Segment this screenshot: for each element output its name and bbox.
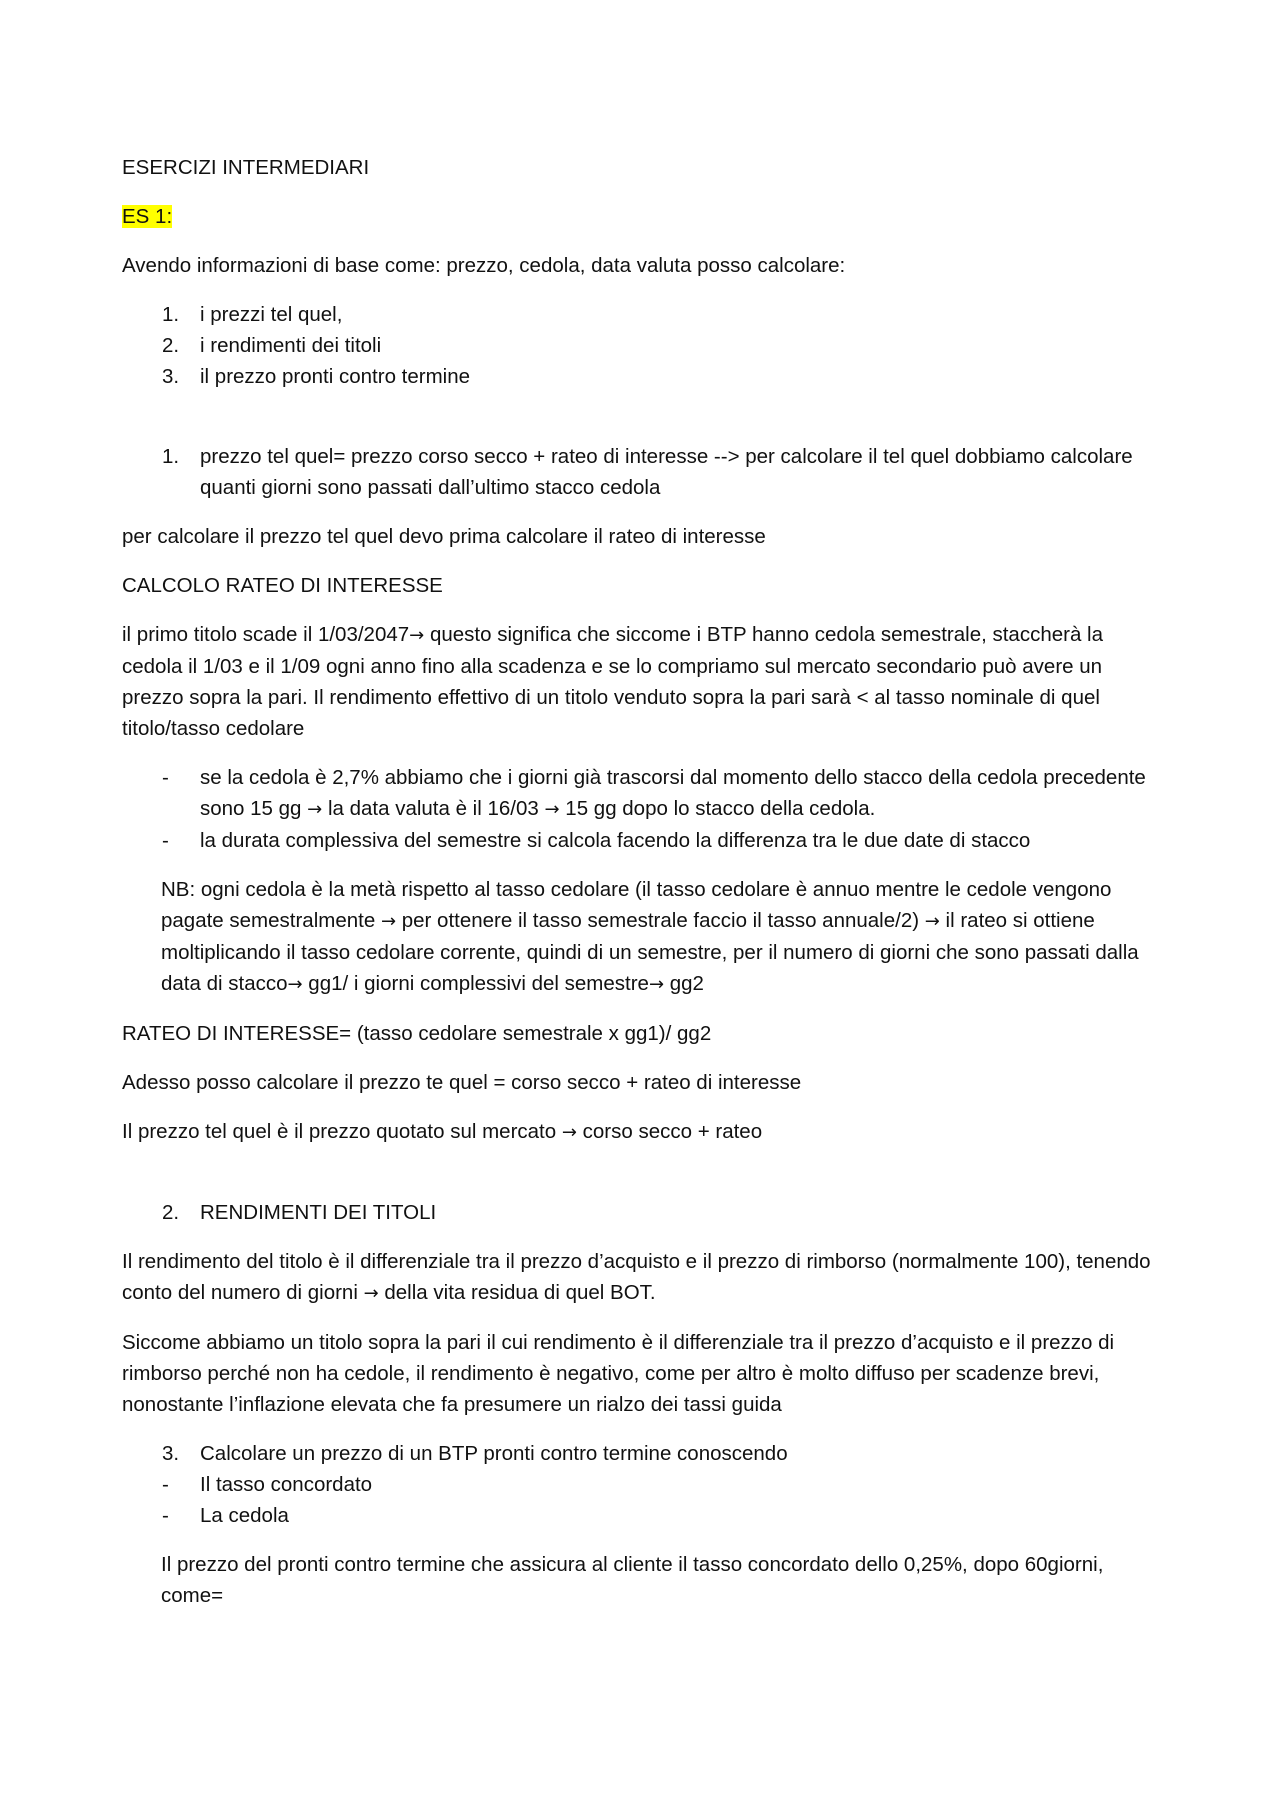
adesso-paragraph: Adesso posso calcolare il prezzo te quel = corso secco + rateo di interesse — [122, 1071, 802, 1094]
list-item — [122, 825, 1162, 856]
text-run: per ottenere il tasso semestrale faccio il tasso annuale/2) — [396, 909, 925, 932]
arrow-icon: → — [409, 625, 425, 646]
siccome-paragraph: Siccome abbiamo un titolo sopra la pari il cui rendimento è il differenziale tra il prezzo d’acquisto e il prezzo di rimborso perché non ha cedole, il rendimento è negativo, come per altro è molto diffuso per scadenze brevi, nonostante l’inflazione elevata che fa presumere un rialzo dei tassi guida — [122, 1331, 1115, 1416]
list-item — [122, 330, 1162, 361]
section-heading-rateo: CALCOLO RATEO DI INTERESSE — [122, 574, 443, 597]
arrow-icon: → — [380, 911, 397, 932]
arrow-icon: → — [287, 974, 303, 995]
exercise-label — [122, 201, 1162, 232]
arrow-icon: → — [924, 911, 940, 932]
text-run: il primo titolo scade il 1/03/2047 — [122, 623, 410, 646]
quotato-paragraph — [122, 1116, 1162, 1148]
list-number: 3. — [162, 1442, 180, 1465]
list-item-text: i rendimenti dei titoli — [200, 334, 382, 357]
list-item — [122, 299, 1162, 330]
list-number: 2. — [162, 1201, 180, 1224]
list-number: 1. — [162, 303, 180, 326]
intro-paragraph: Avendo informazioni di base come: prezzo, cedola, data valuta posso calcolare: — [122, 254, 846, 277]
arrow-icon: → — [363, 1283, 379, 1304]
nb-paragraph — [122, 874, 1162, 1000]
list-item — [122, 361, 1162, 392]
list-number: 3. — [162, 365, 180, 388]
document-body — [122, 152, 1162, 1629]
list-number: 1. — [162, 445, 180, 468]
text-run: Il prezzo tel quel è il prezzo quotato sul mercato — [122, 1120, 562, 1143]
spacer — [122, 1166, 1162, 1197]
text-run: gg1/ i giorni complessivi del semestre — [302, 972, 649, 995]
list-number: 2. — [162, 334, 180, 357]
pronti-paragraph: Il prezzo del pronti contro termine che assicura al cliente il tasso concordato dello 0,25%, dopo 60giorni, come= — [161, 1553, 1104, 1607]
list-item-text: i prezzi tel quel, — [200, 303, 343, 326]
list-item-text: La cedola — [200, 1504, 289, 1527]
arrow-icon: → — [307, 799, 323, 820]
rateo-formula: RATEO DI INTERESSE= (tasso cedolare semestrale x gg1)/ gg2 — [122, 1022, 712, 1045]
dash-marker: - — [162, 1473, 169, 1496]
text-run: se la cedola è 2,7% abbiamo che i giorni già trascorsi dal momento dello stacco della cedola precedente sono 15 gg — [200, 766, 1146, 820]
section-2-list — [122, 1197, 1162, 1228]
text-run: della vita residua di quel BOT. — [378, 1281, 656, 1304]
arrow-icon: → — [561, 1122, 577, 1143]
titolo-paragraph — [122, 619, 1162, 744]
list-item-text: la durata complessiva del semestre si calcola facendo la differenza tra le due date di stacco — [200, 829, 1031, 852]
dash-marker: - — [162, 766, 169, 789]
pronti-dash-list — [122, 1469, 1162, 1531]
list-item — [122, 1197, 1162, 1228]
list-item-text: il prezzo pronti contro termine — [200, 365, 471, 388]
list-item — [122, 1469, 1162, 1500]
list-item-text: Il tasso concordato — [200, 1473, 373, 1496]
document-title: ESERCIZI INTERMEDIARI — [122, 156, 370, 179]
highlighted-exercise-label: ES 1: — [122, 205, 173, 228]
text-run: il rateo si ottiene moltiplicando il tasso cedolare corrente, quindi di un semestre, per il numero di giorni che sono passati dalla data di stacco — [161, 909, 1139, 995]
text-run: corso secco + rateo — [576, 1120, 763, 1143]
spacer — [122, 410, 1162, 441]
list-item — [122, 441, 1162, 503]
list-item-text: RENDIMENTI DEI TITOLI — [200, 1201, 437, 1224]
list-item — [122, 1500, 1162, 1531]
tel-quel-paragraph: per calcolare il prezzo tel quel devo prima calcolare il rateo di interesse — [122, 525, 766, 548]
text-run: la data valuta è il 16/03 — [322, 797, 545, 820]
section-3-list — [122, 1438, 1162, 1469]
section-1-list — [122, 441, 1162, 503]
dash-marker: - — [162, 829, 169, 852]
list-item-text: prezzo tel quel= prezzo corso secco + rateo di interesse --> per calcolare il tel quel dobbiamo calcolare quanti giorni sono passati dall’ultimo stacco cedola — [200, 445, 1133, 499]
arrow-icon: → — [544, 799, 560, 820]
text-run: NB: ogni cedola è la metà rispetto al tasso cedolare (il tasso cedolare è annuo mentre le cedole vengono pagate semestralmente — [161, 878, 1112, 932]
cedola-dash-list — [122, 762, 1162, 856]
list-item-text: Calcolare un prezzo di un BTP pronti contro termine conoscendo — [200, 1442, 788, 1465]
list-item — [122, 762, 1162, 825]
text-run: Il rendimento del titolo è il differenziale tra il prezzo d’acquisto e il prezzo di rimborso (normalmente 100), tenendo conto del numero di giorni — [122, 1250, 1151, 1304]
topics-list — [122, 299, 1162, 392]
list-item — [122, 1438, 1162, 1469]
dash-marker: - — [162, 1504, 169, 1527]
text-run: 15 gg dopo lo stacco della cedola. — [559, 797, 876, 820]
text-run: questo significa che siccome i BTP hanno cedola semestrale, staccherà la cedola il 1/03 e il 1/09 ogni anno fino alla scadenza e se lo compriamo sul mercato secondario può avere un prezzo sopra la pari. Il rendimento effettivo di un titolo venduto sopra la pari sarà < al tasso nominale di quel titolo/tasso cedolare — [122, 623, 1104, 740]
arrow-icon: → — [648, 974, 665, 995]
rendimento-paragraph — [122, 1246, 1162, 1309]
text-run: gg2 — [664, 972, 704, 995]
